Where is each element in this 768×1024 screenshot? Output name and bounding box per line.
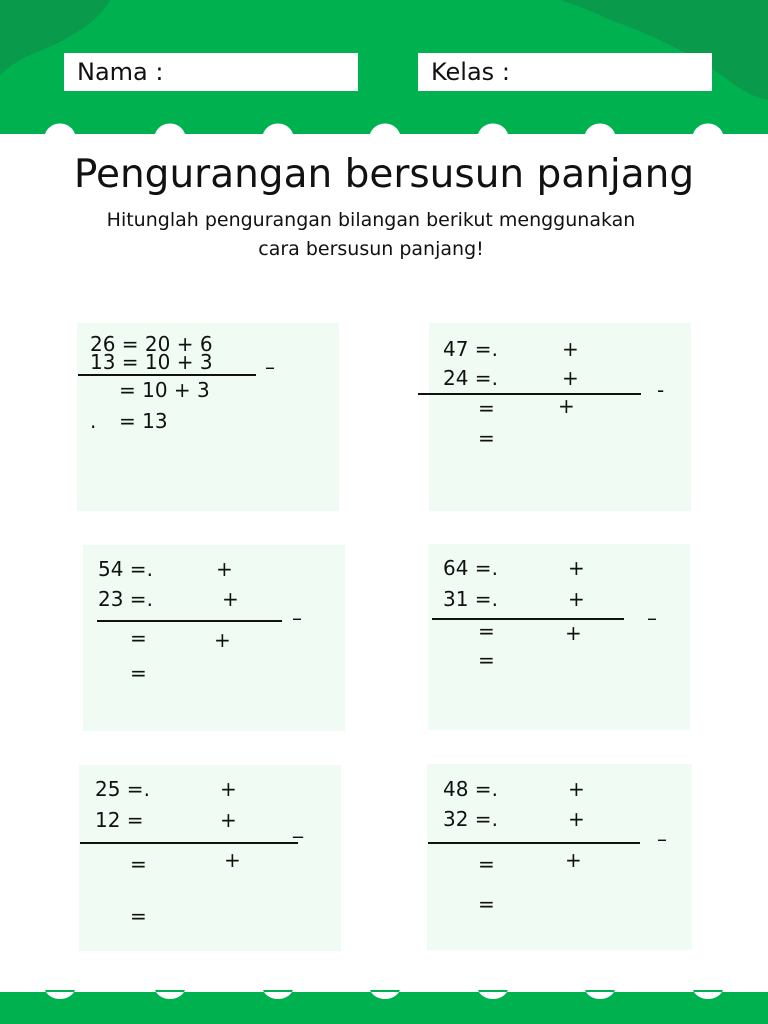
page-title: Pengurangan bersusun panjang: [73, 152, 695, 197]
problem-6-eq-2: =: [478, 892, 495, 916]
problem-3-eq-2: =: [130, 661, 147, 685]
problem-4-plus-3: +: [565, 621, 582, 645]
problem-2-plus-2: +: [562, 366, 579, 390]
problem-3-minus-sign: –: [292, 606, 302, 630]
problem-4-plus-1: +: [568, 556, 585, 580]
problem-3-eq-1: =: [130, 626, 147, 650]
problem-3-line-2: 23 =.: [98, 587, 153, 611]
problem-5-plus-3: +: [224, 848, 241, 872]
name-field[interactable]: Nama :: [64, 53, 358, 91]
problem-5-plus-2: +: [220, 808, 237, 832]
problem-2-rule: [418, 393, 641, 395]
problem-4-rule: [432, 618, 624, 620]
problem-3-plus-1: +: [216, 557, 233, 581]
problem-5-line-1: 25 =.: [95, 777, 150, 801]
problem-2-eq-2: =: [478, 426, 495, 450]
problem-2-eq-1: =: [478, 396, 495, 420]
problem-5-rule: [80, 842, 298, 844]
problem-1-minus-sign: –: [265, 355, 275, 379]
problem-3-plus-3: +: [214, 628, 231, 652]
problem-5-plus-1: +: [220, 777, 237, 801]
instruction-line-1: Hitunglah pengurangan bilangan berikut menggunakan: [106, 209, 636, 231]
problem-5-eq-2: =: [130, 904, 147, 928]
problem-4-eq-2: =: [478, 648, 495, 672]
footer-banner: [0, 990, 768, 1024]
problem-6-plus-1: +: [568, 777, 585, 801]
problem-4-eq-1: =: [478, 619, 495, 643]
problem-2-line-1: 47 =.: [443, 337, 498, 361]
problem-6-rule: [428, 842, 640, 844]
problem-2-plus-3: +: [558, 394, 575, 418]
problem-2-minus-sign: -: [657, 378, 665, 402]
problem-4-plus-2: +: [568, 587, 585, 611]
problem-6-line-2: 32 =.: [443, 807, 498, 831]
problem-1-line-1: 26 = 20 + 6: [90, 332, 213, 356]
problem-6-plus-3: +: [565, 848, 582, 872]
problem-1-rule: [78, 374, 256, 376]
problem-6-line-1: 48 =.: [443, 777, 498, 801]
problem-5-minus-sign: _: [293, 814, 303, 838]
problem-2-line-2: 24 =.: [443, 366, 498, 390]
problem-4-minus-sign: –: [647, 606, 657, 630]
problem-5-line-2: 12 =: [95, 808, 144, 832]
problem-3-rule: [97, 620, 282, 622]
problem-6-minus-sign: –: [657, 827, 667, 851]
problem-2-plus-1: +: [562, 337, 579, 361]
problem-6-plus-2: +: [568, 807, 585, 831]
problem-1-result-2: = 13: [119, 409, 168, 433]
problem-1-result-1: = 10 + 3: [119, 378, 210, 402]
problem-5-eq-1: =: [130, 852, 147, 876]
problem-3-line-1: 54 =.: [98, 557, 153, 581]
problem-3-plus-2: +: [222, 587, 239, 611]
problem-6-eq-1: =: [478, 852, 495, 876]
class-field[interactable]: Kelas :: [418, 53, 712, 91]
problem-1-dot: .: [90, 409, 97, 433]
problem-4-line-1: 64 =.: [443, 556, 498, 580]
instruction-line-2: cara bersusun panjang!: [258, 238, 484, 260]
problem-4-line-2: 31 =.: [443, 587, 498, 611]
problem-1-line-2: 13 = 10 + 3: [90, 350, 213, 374]
